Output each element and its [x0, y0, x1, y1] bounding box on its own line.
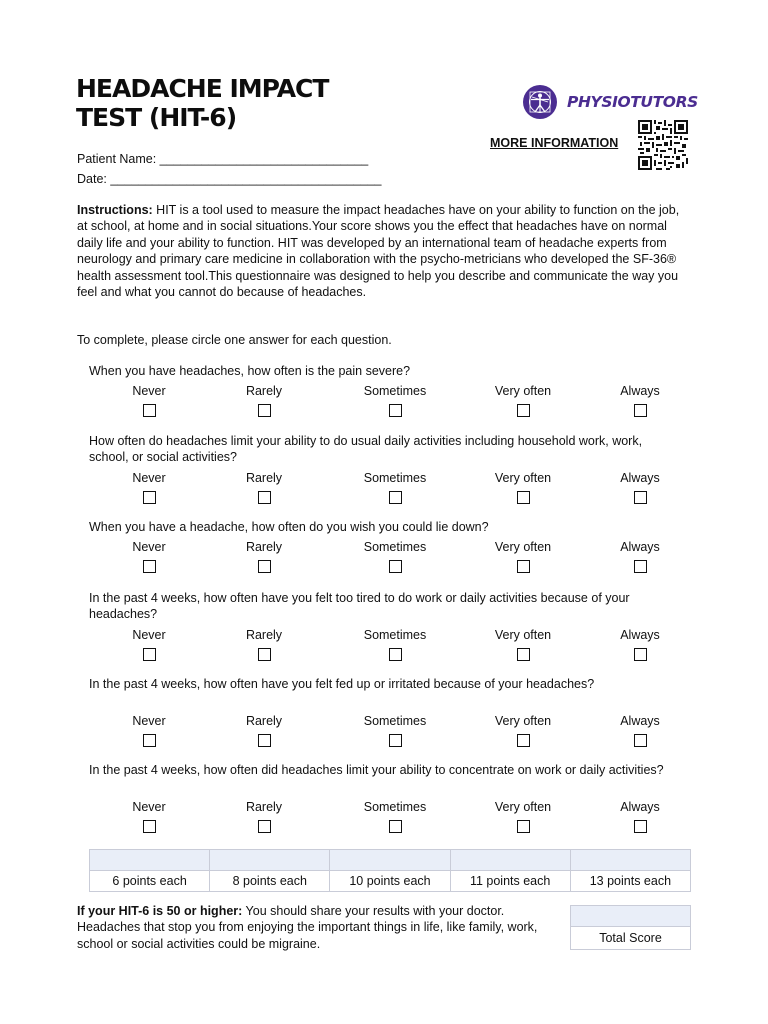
complete-instructions: To complete, please circle one answer for each question. [77, 333, 392, 347]
answer-checkbox[interactable] [634, 734, 647, 747]
total-score-table [570, 905, 691, 950]
answer-checkbox[interactable] [143, 404, 156, 417]
answer-checkbox[interactable] [143, 648, 156, 661]
answer-option[interactable] [89, 384, 209, 417]
answer-checkbox[interactable] [634, 491, 647, 504]
answer-label: Always [620, 627, 660, 642]
answer-checkbox[interactable] [258, 734, 271, 747]
answer-label: Rarely [245, 540, 283, 555]
answer-option[interactable] [335, 540, 455, 573]
points-label-row [90, 871, 691, 892]
answer-label: Sometimes [363, 540, 427, 555]
answer-label: Never [132, 470, 166, 485]
answer-option[interactable] [580, 800, 700, 833]
answer-checkbox[interactable] [258, 648, 271, 661]
result-note [77, 903, 557, 952]
answer-label: Always [620, 540, 660, 555]
answer-options [0, 471, 768, 511]
answer-options [0, 800, 768, 840]
answer-option[interactable] [580, 628, 700, 661]
question-text: When you have a headache, how often do you wish you could lie down? [89, 520, 489, 534]
score-cell[interactable] [570, 850, 690, 871]
answer-checkbox[interactable] [634, 404, 647, 417]
answer-checkbox[interactable] [258, 820, 271, 833]
answer-label: Rarely [245, 470, 283, 485]
answer-options [0, 714, 768, 754]
answer-options [0, 540, 768, 580]
title-line-2: TEST (HIT-6) [76, 103, 237, 132]
answer-checkbox[interactable] [258, 560, 271, 573]
answer-option[interactable] [335, 628, 455, 661]
answer-checkbox[interactable] [634, 560, 647, 573]
brand-name: PHYSIOTUTORS [567, 93, 698, 111]
question-text: How often do headaches limit your ability to do usual daily activities including household work, work, school, or social activities? [89, 434, 643, 465]
points-label: 10 points each [330, 871, 450, 892]
instructions-text: HIT is a tool used to measure the impact headaches have on your ability to function on the job, at school, at home and in social situations.Your score shows you the effect that headaches have on normal daily life and your ability to function. HIT was developed by an international team of headache experts from neurology and primary care medicine in collaboration with the psycho-metricians who developed the SF-36® health assessment tool.This questionnaire was designed to help you describe and communicate the way you feel and what you cannot do because of headaches. [77, 203, 680, 300]
answer-checkbox[interactable] [143, 734, 156, 747]
answer-checkbox[interactable] [389, 404, 402, 417]
answer-checkbox[interactable] [389, 820, 402, 833]
answer-label: Rarely [245, 384, 283, 399]
answer-checkbox[interactable] [517, 820, 530, 833]
answer-label: Rarely [245, 713, 283, 728]
points-table [89, 849, 691, 892]
answer-checkbox[interactable] [389, 560, 402, 573]
answer-checkbox[interactable] [389, 491, 402, 504]
answer-label: Very often [494, 713, 552, 728]
answer-checkbox[interactable] [143, 820, 156, 833]
instructions-label: Instructions: [77, 203, 153, 217]
answer-option[interactable] [335, 471, 455, 504]
answer-label: Very often [494, 470, 552, 485]
answer-label: Sometimes [363, 799, 427, 814]
answer-label: Sometimes [363, 713, 427, 728]
answer-label: Never [132, 384, 166, 399]
answer-checkbox[interactable] [389, 648, 402, 661]
answer-checkbox[interactable] [258, 404, 271, 417]
answer-option[interactable] [89, 714, 209, 747]
answer-checkbox[interactable] [634, 648, 647, 661]
score-cell[interactable] [330, 850, 450, 871]
answer-options [0, 384, 768, 424]
points-label: 11 points each [450, 871, 570, 892]
answer-option[interactable] [89, 628, 209, 661]
result-text: You should share your results with your doctor. Headaches that stop you from enjoying the important things in life, like family, work, school or social activities could be migraine. [77, 904, 538, 951]
answer-option[interactable] [89, 540, 209, 573]
answer-option[interactable] [204, 800, 324, 833]
answer-checkbox[interactable] [143, 560, 156, 573]
question-text: When you have headaches, how often is the pain severe? [89, 364, 411, 378]
answer-label: Never [132, 627, 166, 642]
answer-option[interactable] [204, 471, 324, 504]
score-entry-row [90, 850, 691, 871]
qr-code-icon[interactable] [638, 120, 688, 170]
page-title [76, 74, 328, 132]
answer-label: Never [132, 713, 166, 728]
answer-option[interactable] [463, 628, 583, 661]
answer-option[interactable] [580, 714, 700, 747]
answer-checkbox[interactable] [517, 734, 530, 747]
answer-option[interactable] [580, 471, 700, 504]
answer-label: Always [620, 470, 660, 485]
result-label: If your HIT-6 is 50 or higher: [77, 904, 243, 918]
question-text: In the past 4 weeks, how often did headaches limit your ability to concentrate on work or daily activities? [89, 763, 664, 777]
answer-label: Very often [494, 384, 552, 399]
answer-option[interactable] [463, 540, 583, 573]
answer-option[interactable] [335, 714, 455, 747]
vitruvian-man-icon [523, 85, 557, 119]
title-line-1: HEADACHE IMPACT [76, 74, 329, 103]
answer-option[interactable] [580, 540, 700, 573]
total-score-input[interactable] [571, 906, 691, 927]
answer-checkbox[interactable] [634, 820, 647, 833]
answer-checkbox[interactable] [517, 491, 530, 504]
total-score-label: Total Score [571, 927, 691, 950]
answer-label: Always [620, 713, 660, 728]
answer-option[interactable] [335, 800, 455, 833]
answer-option[interactable] [204, 384, 324, 417]
answer-label: Rarely [245, 627, 283, 642]
answer-option[interactable] [463, 471, 583, 504]
answer-label: Very often [494, 627, 552, 642]
answer-checkbox[interactable] [517, 560, 530, 573]
answer-option[interactable] [463, 384, 583, 417]
answer-option[interactable] [89, 800, 209, 833]
answer-option[interactable] [335, 384, 455, 417]
score-cell[interactable] [90, 850, 210, 871]
answer-option[interactable] [463, 800, 583, 833]
answer-label: Never [132, 540, 166, 555]
answer-option[interactable] [204, 628, 324, 661]
more-information-link[interactable]: MORE INFORMATION [490, 136, 619, 150]
answer-label: Always [620, 799, 660, 814]
answer-checkbox[interactable] [517, 648, 530, 661]
answer-checkbox[interactable] [389, 734, 402, 747]
answer-label: Very often [494, 540, 552, 555]
answer-option[interactable] [204, 714, 324, 747]
answer-checkbox[interactable] [258, 491, 271, 504]
answer-label: Rarely [245, 799, 283, 814]
answer-option[interactable] [89, 471, 209, 504]
score-cell[interactable] [450, 850, 570, 871]
answer-option[interactable] [204, 540, 324, 573]
answer-option[interactable] [580, 384, 700, 417]
score-cell[interactable] [210, 850, 330, 871]
question-text: In the past 4 weeks, how often have you felt fed up or irritated because of your headaches? [89, 677, 595, 691]
answer-label: Sometimes [363, 384, 427, 399]
points-label: 13 points each [570, 871, 690, 892]
answer-label: Never [132, 799, 166, 814]
answer-option[interactable] [463, 714, 583, 747]
points-label: 6 points each [90, 871, 210, 892]
answer-label: Always [620, 384, 660, 399]
answer-checkbox[interactable] [517, 404, 530, 417]
answer-label: Very often [494, 799, 552, 814]
answer-options [0, 628, 768, 668]
brand[interactable] [523, 85, 698, 119]
answer-label: Sometimes [363, 470, 427, 485]
answer-checkbox[interactable] [143, 491, 156, 504]
instructions [77, 202, 693, 300]
date-field[interactable]: Date: _______________________________________ [77, 172, 382, 186]
question-text: In the past 4 weeks, how often have you felt too tired to do work or daily activities because of your headaches? [89, 591, 630, 622]
answer-label: Sometimes [363, 627, 427, 642]
patient-name-field[interactable]: Patient Name: ______________________________ [77, 152, 369, 166]
points-label: 8 points each [210, 871, 330, 892]
